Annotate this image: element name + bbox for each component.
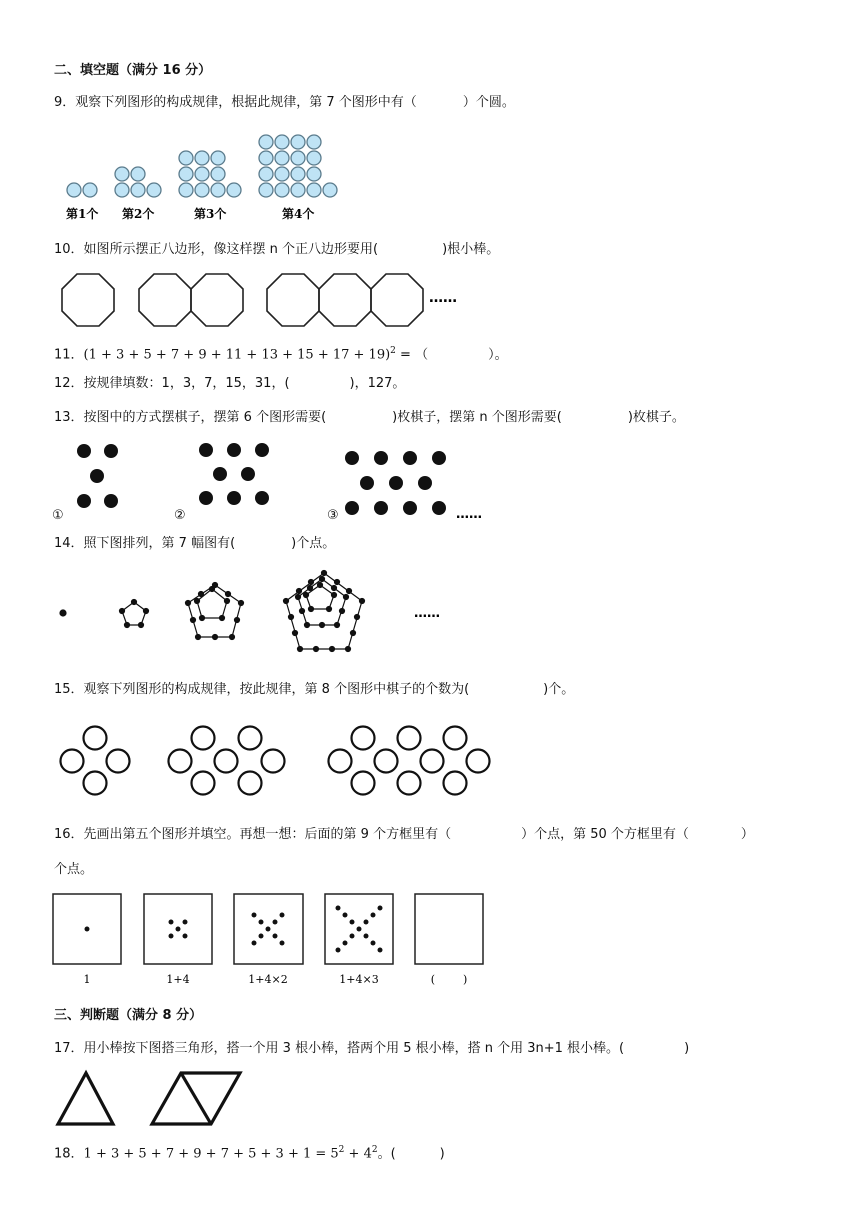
question-13-text: 13．按图中的方式摆棋子，摆第 6 个图形需要(: [54, 410, 327, 425]
box-label-3: 1+4×2: [248, 973, 288, 986]
figure-label-1: 第1个: [66, 207, 99, 221]
question-12-text: 12．按规律填数：1，3，7，15，31，(: [54, 376, 290, 391]
exponent: 2: [390, 346, 396, 356]
question-12-text-end: )，127。: [349, 376, 406, 391]
dot-box-pattern-figure: [52, 892, 492, 992]
ellipsis: ……: [456, 507, 482, 522]
question-18: [54, 1141, 445, 1163]
question-11: [54, 342, 508, 364]
question-11-text: 11．: [54, 347, 84, 363]
question-9: [54, 94, 515, 112]
math-expression: 1 + 3 + 5 + 7 + 9 + 7 + 5 + 3 + 1 = 5: [83, 1146, 339, 1162]
question-10-text-end: )根小棒。: [442, 242, 500, 257]
exponent-2: 2: [371, 1145, 378, 1155]
question-16-text-mid: ）个点，第 50 个方框里有（: [521, 827, 689, 842]
question-15-text: 15．观察下列图形的构成规律，按此规律，第 8 个图形中棋子的个数为(: [54, 682, 470, 697]
question-13-text-mid: )枚棋子，摆第 n 个图形需要(: [392, 410, 562, 425]
question-18-text: 18．: [54, 1146, 84, 1162]
question-14: [54, 535, 335, 553]
pentagon-dot-pattern-figure: [54, 565, 474, 657]
figure-marker-1: ①: [52, 508, 64, 523]
question-18-text-paren: 。(: [377, 1146, 396, 1162]
question-14-text-end: )个点。: [291, 536, 336, 551]
chess-piece-pattern-figure: [54, 436, 494, 528]
question-10: [54, 241, 499, 259]
triangle-stick-figure: [54, 1068, 254, 1130]
question-17-text-end: ): [684, 1041, 690, 1056]
ellipsis: ……: [414, 606, 440, 621]
question-17-text: 17．用小棒按下图搭三角形，搭一个用 3 根小棒，搭两个用 5 根小棒，搭 n 个用 3n+1 根小棒。(: [54, 1041, 625, 1056]
exponent-1: 2: [338, 1145, 345, 1155]
question-10-text: 10．如图所示摆正八边形，像这样摆 n 个正八边形要用(: [54, 242, 379, 257]
question-11-equals: = （: [395, 347, 429, 363]
question-16-text-end: ）: [740, 827, 754, 842]
box-label-4: 1+4×3: [339, 973, 379, 986]
question-16-continued: 个点。: [54, 862, 94, 877]
octagon-chain-figure: [54, 268, 474, 332]
question-9-text: 9．观察下列图形的构成规律，根据此规律，第 7 个图形中有（: [54, 95, 417, 110]
box-label-2: 1+4: [166, 973, 190, 986]
figure-marker-2: ②: [174, 508, 186, 523]
question-12: [54, 375, 405, 393]
figure-label-4: 第4个: [282, 207, 315, 221]
question-18-text-end: ): [439, 1146, 445, 1162]
box-label-1: 1: [83, 973, 91, 986]
ring-cluster-pattern-figure: [54, 722, 504, 802]
question-9-text-end: ）个圆。: [462, 95, 515, 110]
figure-marker-3: ③: [327, 508, 339, 523]
question-17: [54, 1040, 689, 1058]
question-11-text-end: ）。: [488, 347, 508, 363]
figure-label-2: 第2个: [122, 207, 155, 221]
box-label-5-blank[interactable]: ( ): [430, 973, 468, 986]
question-16-text: 16．先画出第五个图形并填空。再想一想：后面的第 9 个方框里有（: [54, 827, 452, 842]
question-16: [54, 826, 754, 844]
question-14-text: 14．照下图排列，第 7 幅图有(: [54, 536, 236, 551]
math-expression-mid: + 4: [344, 1146, 372, 1162]
ellipsis: ……: [429, 290, 457, 306]
question-15: [54, 681, 574, 699]
math-expression: (1 + 3 + 5 + 7 + 9 + 11 + 13 + 15 + 17 + 19): [83, 347, 391, 363]
question-13: [54, 409, 685, 427]
question-13-text-end: )枚棋子。: [627, 410, 685, 425]
question-15-text-end: )个。: [543, 682, 575, 697]
section-heading-true-false: 三、判断题（满分 8 分）: [54, 1008, 203, 1023]
figure-label-3: 第3个: [194, 207, 227, 221]
section-heading-fill-blank: 二、填空题（满分 16 分）: [54, 63, 212, 78]
circle-pattern-figure: [54, 130, 354, 230]
